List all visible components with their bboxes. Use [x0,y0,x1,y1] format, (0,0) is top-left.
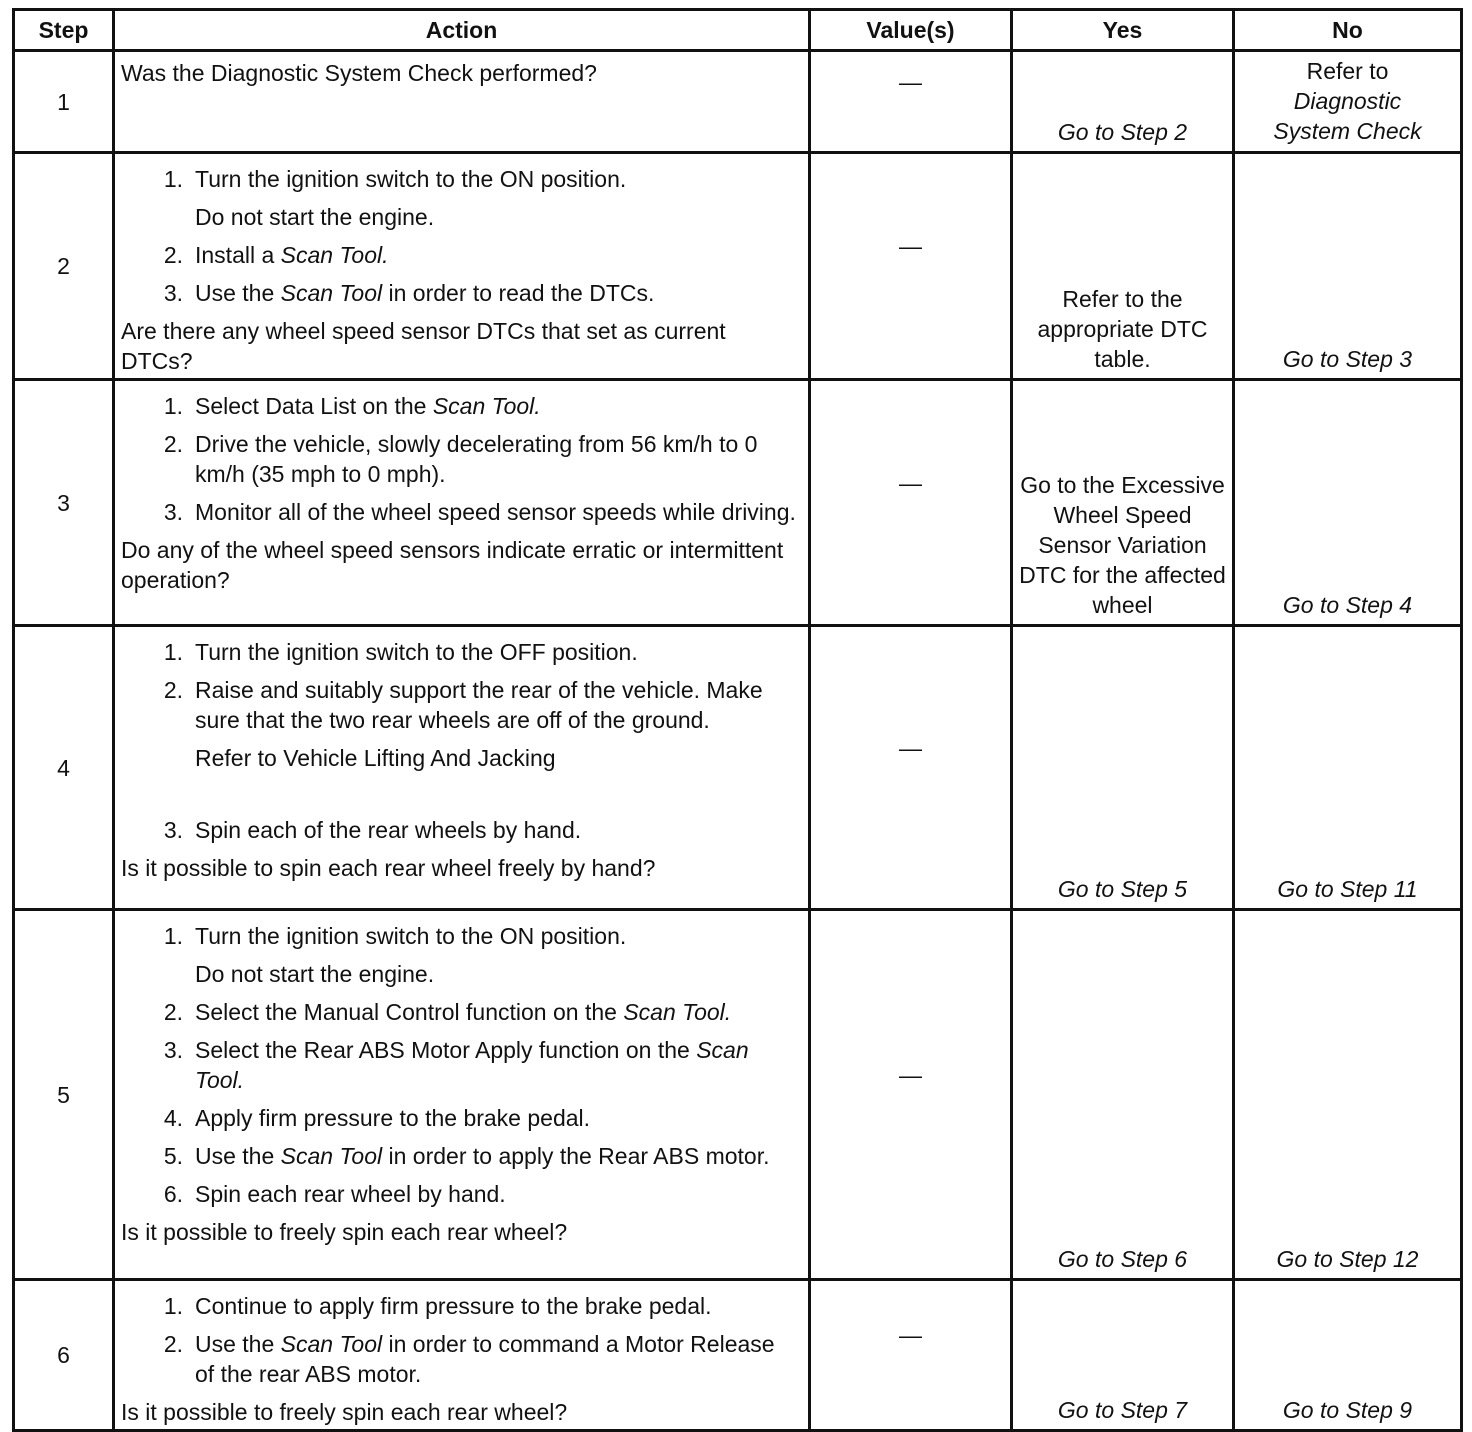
header-values: Value(s) [810,10,1012,51]
item-text [195,1141,800,1171]
action-item [121,240,800,270]
item-note: Do not start the engine. [195,961,435,987]
action-item [121,921,800,951]
diagnostic-table [12,8,1463,1432]
item-note: Refer to Vehicle Lifting And Jacking [195,745,556,771]
table-row [14,153,1462,380]
action-cell [114,51,810,153]
item-text-emphasis: Scan Tool. [623,999,732,1025]
item-text [195,1035,800,1095]
question: Is it possible to spin each rear wheel freely by hand? [121,855,656,881]
diagnostic-table-sheet [12,8,1460,1432]
step-number: 6 [14,1280,114,1431]
item-text: Turn the ignition switch to the ON position. [195,923,627,949]
item-text-part: Install a [195,242,281,268]
item-number: 1. [163,1293,183,1319]
item-text: Continue to apply firm pressure to the brake pedal. [195,1293,712,1319]
item-number: 4. [163,1105,183,1131]
action-cell [114,153,810,380]
action-item [121,497,800,527]
item-text [195,391,800,421]
table-row [14,51,1462,153]
item-text-emphasis: Scan Tool [280,1143,383,1169]
item-number: 2. [163,431,183,457]
table-row [14,1280,1462,1431]
no-outcome: Go to Step 11 [1234,626,1462,910]
item-number: 1. [163,923,183,949]
item-text [195,1329,800,1389]
action-cell [114,1280,810,1431]
question: Is it possible to freely spin each rear wheel? [121,1399,568,1425]
yes-outcome: Go to Step 7 [1012,1280,1234,1431]
item-text [195,240,800,270]
header-step: Step [14,10,114,51]
no-outcome: Go to Step 4 [1234,380,1462,626]
item-text-part: Select the Manual Control function on the [195,999,624,1025]
item-text [195,997,800,1027]
no-outcome: Go to Step 12 [1234,910,1462,1280]
item-text: Turn the ignition switch to the OFF position. [195,639,638,665]
item-text-part: in order to apply the Rear ABS motor. [382,1143,770,1169]
item-number: 2. [163,242,183,268]
item-text [195,278,800,308]
item-text-part: in order to read the DTCs. [382,280,655,306]
item-number: 3. [163,817,183,843]
value-cell: — [810,153,1012,380]
action-cell [114,626,810,910]
item-note: Do not start the engine. [195,204,435,230]
item-number: 1. [163,166,183,192]
no-outcome: Go to Step 9 [1234,1280,1462,1431]
value-cell: — [810,910,1012,1280]
yes-outcome: Go to the Excessive Wheel Speed Sensor Variation DTC for the affected wheel [1012,380,1234,626]
item-number: 3. [163,1037,183,1063]
item-text-part: Select Data List on the [195,393,433,419]
item-number: 2. [163,999,183,1025]
step-number: 3 [14,380,114,626]
action-item [121,1035,800,1095]
item-text: Apply firm pressure to the brake pedal. [195,1105,591,1131]
header-yes: Yes [1012,10,1234,51]
item-text: Spin each rear wheel by hand. [195,1181,506,1207]
yes-outcome: Refer to the appropriate DTC table. [1012,153,1234,380]
item-text-emphasis: Scan Tool. [195,1037,749,1093]
item-text-emphasis: Scan Tool. [280,242,389,268]
item-text: Monitor all of the wheel speed sensor speeds while driving. [195,499,796,525]
action-cell [114,910,810,1280]
question: Is it possible to freely spin each rear wheel? [121,1219,568,1245]
spacer [121,781,800,811]
step-number: 1 [14,51,114,153]
item-text: Raise and suitably support the rear of the vehicle. Make sure that the two rear wheels are off of the ground. [195,677,763,733]
value-cell: — [810,380,1012,626]
item-number: 2. [163,1331,183,1357]
action-item [121,675,800,735]
action-item [121,429,800,489]
no-outcome-line: Refer to [1306,58,1389,84]
action-item [121,391,800,421]
item-text-part: Use the [195,1143,281,1169]
no-outcome [1234,51,1462,153]
item-number: 1. [163,639,183,665]
header-action: Action [114,10,810,51]
table-row [14,910,1462,1280]
value-cell: — [810,1280,1012,1431]
action-item [121,637,800,667]
action-item [121,997,800,1027]
step-number: 5 [14,910,114,1280]
action-item [121,1329,800,1389]
step-number: 4 [14,626,114,910]
item-number: 2. [163,677,183,703]
value-cell: — [810,51,1012,153]
yes-outcome: Go to Step 6 [1012,910,1234,1280]
item-text: Drive the vehicle, slowly decelerating from 56 km/h to 0 km/h (35 mph to 0 mph). [195,431,758,487]
item-text-emphasis: Scan Tool [280,280,383,306]
header-no: No [1234,10,1462,51]
no-outcome-line: System Check [1273,118,1422,144]
item-text: Turn the ignition switch to the ON position. [195,166,627,192]
table-row [14,380,1462,626]
action-item [121,1103,800,1133]
question: Do any of the wheel speed sensors indicate erratic or intermittent operation? [121,537,784,593]
action-item [121,1179,800,1209]
item-number: 3. [163,280,183,306]
item-number: 6. [163,1181,183,1207]
question: Was the Diagnostic System Check performed? [121,60,597,86]
item-text-part: in order to command a Motor Release of the rear ABS motor. [195,1331,775,1387]
action-item [121,815,800,845]
item-text-part: Use the [195,280,281,306]
step-number: 2 [14,153,114,380]
item-text-emphasis: Scan Tool [280,1331,383,1357]
item-number: 5. [163,1143,183,1169]
item-text-part: Use the [195,1331,281,1357]
item-text-emphasis: Scan Tool. [432,393,541,419]
item-number: 1. [163,393,183,419]
item-number: 3. [163,499,183,525]
value-cell: — [810,626,1012,910]
no-outcome: Go to Step 3 [1234,153,1462,380]
question: Are there any wheel speed sensor DTCs that set as current DTCs? [121,318,726,374]
action-item [121,1291,800,1321]
action-item [121,164,800,194]
action-item [121,1141,800,1171]
yes-outcome: Go to Step 2 [1012,51,1234,153]
item-text: Spin each of the rear wheels by hand. [195,817,582,843]
no-outcome-line: Diagnostic [1293,88,1402,114]
yes-outcome: Go to Step 5 [1012,626,1234,910]
item-text-part: Select the Rear ABS Motor Apply function on the [195,1037,697,1063]
action-cell [114,380,810,626]
header-row [14,10,1462,51]
action-item [121,278,800,308]
table-row [14,626,1462,910]
